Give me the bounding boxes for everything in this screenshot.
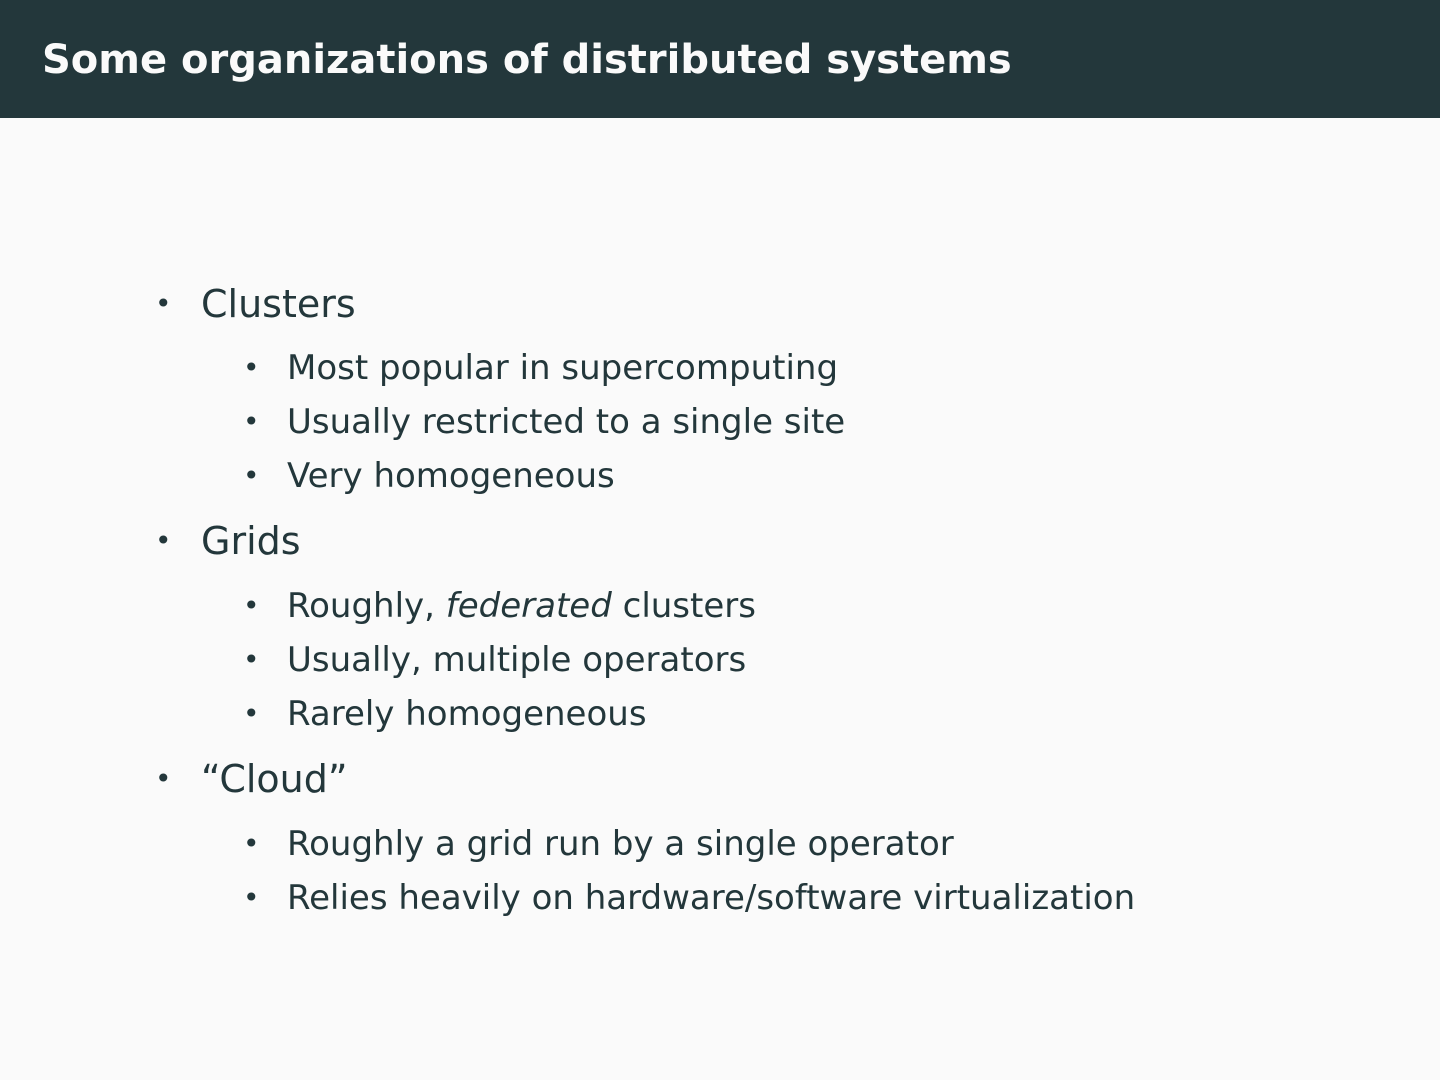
text-run: clusters <box>611 586 756 626</box>
bullet-dot: • <box>155 762 172 795</box>
sub-bullet-text: Relies heavily on hardware/software virtualization <box>287 878 1136 918</box>
sub-bullet-dot: • <box>243 351 260 384</box>
bullet-label: “Cloud” <box>201 757 348 801</box>
sub-bullet-dot: • <box>243 459 260 492</box>
bullet-label: Clusters <box>201 282 356 326</box>
bullet-label: Grids <box>201 519 301 563</box>
sub-bullet-text: Roughly a grid run by a single operator <box>287 824 954 864</box>
sub-bullet-text <box>287 586 756 626</box>
bullet-dot: • <box>155 287 172 320</box>
sub-bullet-dot: • <box>243 827 260 860</box>
slide-title: Some organizations of distributed systems <box>42 37 1012 83</box>
emphasis-text: federated <box>445 586 612 626</box>
sub-bullet-text: Usually restricted to a single site <box>287 402 846 442</box>
sub-bullet-dot: • <box>243 697 260 730</box>
sub-bullet-dot: • <box>243 881 260 914</box>
sub-bullet-dot: • <box>243 589 260 622</box>
bullet-dot: • <box>155 524 172 557</box>
text-run: Roughly, <box>287 586 446 626</box>
sub-bullet-dot: • <box>243 405 260 438</box>
sub-bullet-text: Most popular in supercomputing <box>287 348 839 388</box>
sub-bullet-text: Rarely homogeneous <box>287 694 647 734</box>
sub-bullet-dot: • <box>243 643 260 676</box>
sub-bullet-text: Very homogeneous <box>287 456 615 496</box>
sub-bullet-text: Usually, multiple operators <box>287 640 747 680</box>
